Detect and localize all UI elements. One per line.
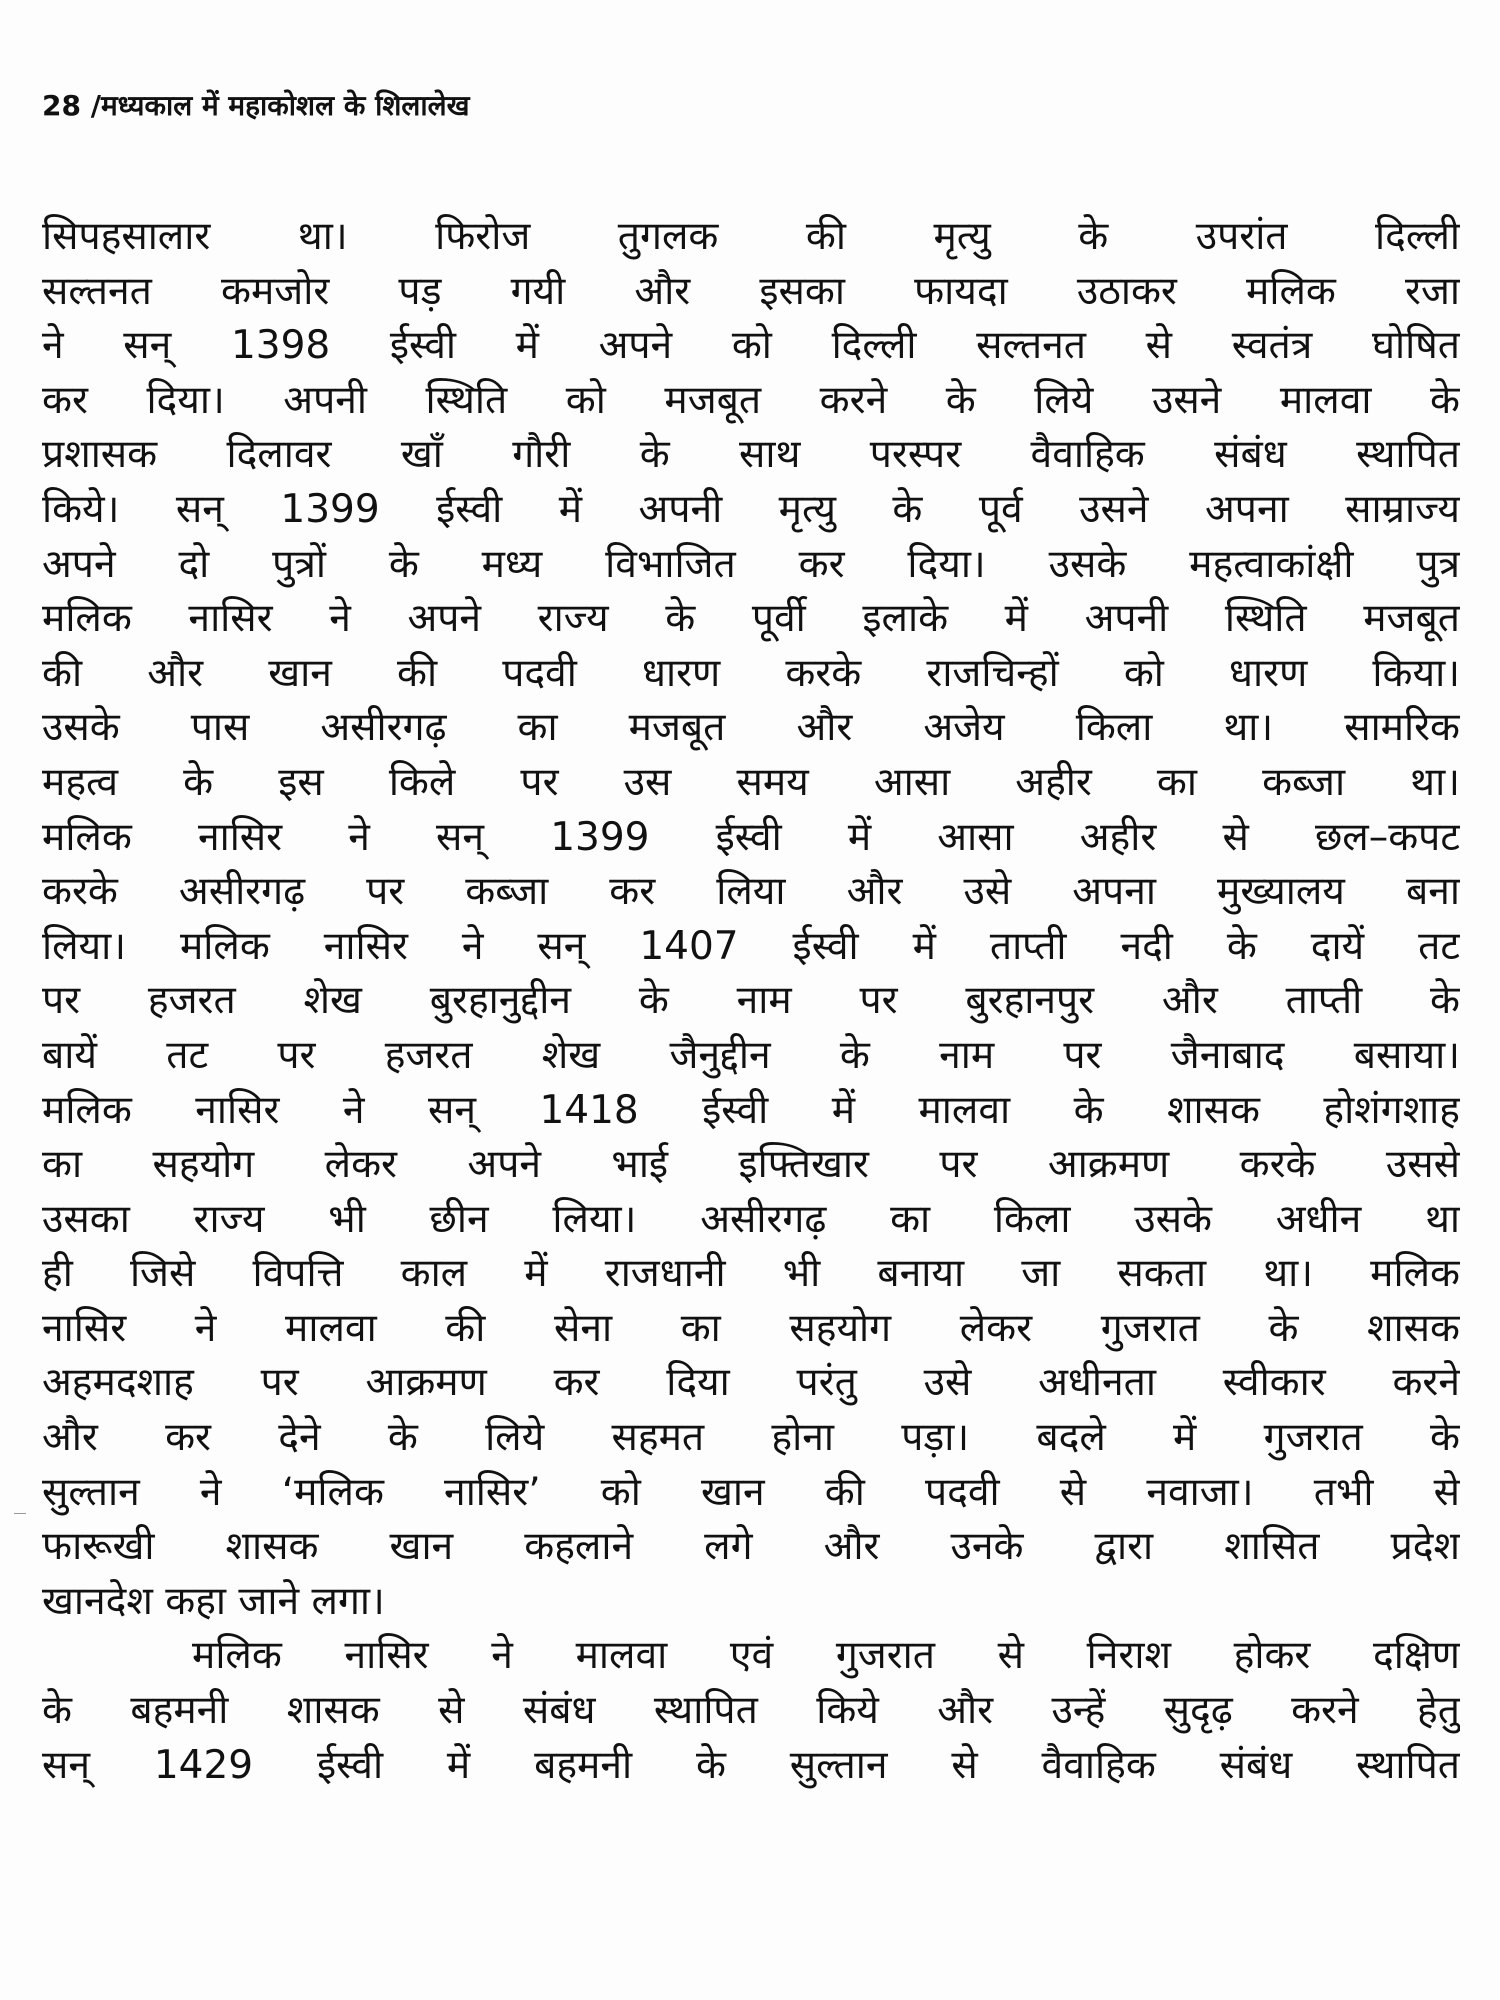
text-line: की और खान की पदवी धारण करके राजचिन्हों को धारण किया। [42, 650, 1460, 696]
text-line: सुल्तान ने ‘मलिक नासिर’ को खान की पदवी से नवाजा। तभी से [42, 1469, 1460, 1515]
text-line: लिया। मलिक नासिर ने सन् 1407 ईस्वी में ताप्ती नदी के दायें तट [42, 923, 1460, 969]
text-line: खानदेश कहा जाने लगा। [42, 1578, 385, 1624]
text-line: बायें तट पर हजरत शेख जैनुद्दीन के नाम पर जैनाबाद बसाया। [42, 1032, 1460, 1078]
text-line: अहमदशाह पर आक्रमण कर दिया परंतु उसे अधीनता स्वीकार करने [42, 1360, 1460, 1406]
text-line: मलिक नासिर ने सन् 1418 ईस्वी में मालवा के शासक होशंगशाह [42, 1087, 1460, 1133]
text-line: सन् 1429 ईस्वी में बहमनी के सुल्तान से वैवाहिक संबंध स्थापित [42, 1742, 1460, 1788]
text-line: ही जिसे विपत्ति काल में राजधानी भी बनाया जा सकता था। मलिक [42, 1251, 1460, 1297]
text-line: किये। सन् 1399 ईस्वी में अपनी मृत्यु के पूर्व उसने अपना साम्राज्य [42, 486, 1460, 532]
text-line: अपने दो पुत्रों के मध्य विभाजित कर दिया। उसके महत्वाकांक्षी पुत्र [42, 541, 1460, 587]
running-header: 28 /मध्यकाल में महाकोशल के शिलालेख [42, 89, 470, 122]
text-line: मलिक नासिर ने मालवा एवं गुजरात से निराश होकर दक्षिण [192, 1633, 1460, 1679]
text-line: के बहमनी शासक से संबंध स्थापित किये और उन्हें सुदृढ़ करने हेतु [42, 1688, 1460, 1734]
text-line: मलिक नासिर ने अपने राज्य के पूर्वी इलाके में अपनी स्थिति मजबूत [42, 596, 1460, 642]
text-line: उसका राज्य भी छीन लिया। असीरगढ़ का किला उसके अधीन था [42, 1196, 1460, 1242]
text-line: फारूखी शासक खान कहलाने लगे और उनके द्वारा शासित प्रदेश [42, 1524, 1460, 1570]
text-line: उसके पास असीरगढ़ का मजबूत और अजेय किला था। सामरिक [42, 705, 1460, 751]
text-line: का सहयोग लेकर अपने भाई इफ्तिखार पर आक्रमण करके उससे [42, 1142, 1460, 1188]
paragraph-1 [42, 210, 1460, 1629]
margin-mark [14, 1513, 26, 1514]
text-line: करके असीरगढ़ पर कब्जा कर लिया और उसे अपना मुख्यालय बना [42, 869, 1460, 915]
text-line: नासिर ने मालवा की सेना का सहयोग लेकर गुजरात के शासक [42, 1305, 1460, 1351]
text-line: कर दिया। अपनी स्थिति को मजबूत करने के लिये उसने मालवा के [42, 377, 1460, 423]
text-line: मलिक नासिर ने सन् 1399 ईस्वी में आसा अहीर से छल–कपट [42, 814, 1460, 860]
text-line: पर हजरत शेख बुरहानुद्दीन के नाम पर बुरहानपुर और ताप्ती के [42, 978, 1460, 1024]
text-line: सल्तनत कमजोर पड़ गयी और इसका फायदा उठाकर मलिक रजा [42, 268, 1460, 314]
text-line: ने सन् 1398 ईस्वी में अपने को दिल्ली सल्तनत से स्वतंत्र घोषित [42, 323, 1460, 369]
text-line: प्रशासक दिलावर खाँ गौरी के साथ परस्पर वैवाहिक संबंध स्थापित [42, 432, 1460, 478]
text-line: और कर देने के लिये सहमत होना पड़ा। बदले में गुजरात के [42, 1415, 1460, 1461]
body-text [42, 210, 1460, 1793]
text-line: सिपहसालार था। फिरोज तुगलक की मृत्यु के उपरांत दिल्ली [42, 214, 1460, 259]
text-line: महत्व के इस किले पर उस समय आसा अहीर का कब्जा था। [42, 759, 1460, 805]
paragraph-2 [42, 1629, 1460, 1793]
